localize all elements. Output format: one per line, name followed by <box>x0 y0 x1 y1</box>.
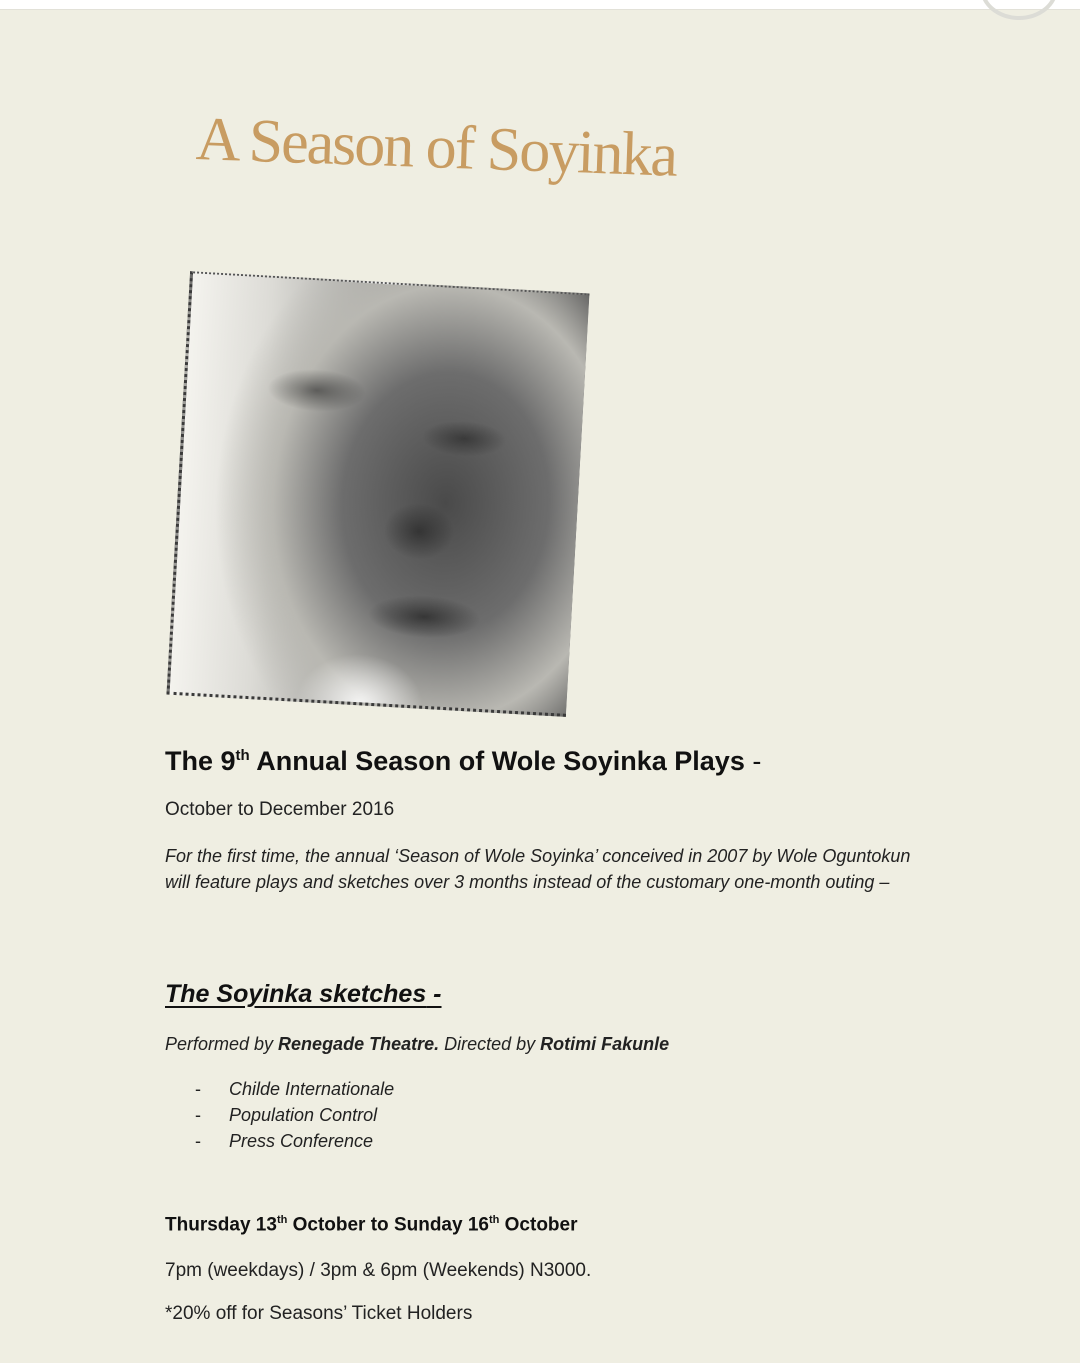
top-status-strip <box>0 0 1080 10</box>
list-item <box>195 1128 394 1154</box>
sketch-title: Press Conference <box>229 1131 374 1151</box>
corner-ring-icon <box>980 0 1058 20</box>
list-item <box>195 1076 394 1102</box>
section-title-text: The Soyinka sketches <box>165 980 427 1008</box>
heading-ordinal: th <box>235 747 250 764</box>
director-name: Rotimi Fakunle <box>540 1034 670 1054</box>
performed-by-line <box>165 1034 669 1055</box>
season-description: For the first time, the annual ‘Season of Wole Soyinka’ conceived in 2007 by Wole Oguntokun will feature plays and sketches over 3 months instead of the customary one-month outing – <box>165 846 911 892</box>
directed-prefix: Directed by <box>439 1034 541 1054</box>
sketch-title: Population Control <box>229 1105 378 1125</box>
portrait-frame <box>166 271 589 717</box>
heading-text: The 9 <box>165 746 236 776</box>
discount-note: *20% off for Seasons’ Ticket Holders <box>165 1303 473 1324</box>
date-start: Thursday 13 <box>165 1214 277 1236</box>
bullet-dash: - <box>195 1105 201 1125</box>
date-ordinal: th <box>276 1214 288 1226</box>
section-title <box>165 980 442 1009</box>
date-end: October <box>499 1214 578 1236</box>
performance-dates <box>165 1214 578 1236</box>
show-times-price: 7pm (weekdays) / 3pm & 6pm (Weekends) N3000. <box>165 1260 592 1281</box>
heading-dash: - <box>744 746 762 776</box>
poster-title: A Season of Soyinka <box>194 105 678 190</box>
theatre-company: Renegade Theatre. <box>278 1034 440 1054</box>
heading-text-rest: Annual Season of Wole Soyinka Plays <box>249 746 745 776</box>
date-middle: October to Sunday 16 <box>287 1214 489 1236</box>
list-item <box>195 1102 394 1128</box>
portrait-image <box>166 271 589 717</box>
section-title-dash: - <box>426 980 442 1008</box>
sketch-title: Childe Internationale <box>229 1079 395 1099</box>
bullet-dash: - <box>195 1131 201 1151</box>
date-ordinal: th <box>488 1214 500 1226</box>
performed-prefix: Performed by <box>165 1034 279 1054</box>
sketch-list <box>195 1076 394 1154</box>
bullet-dash: - <box>195 1079 201 1099</box>
season-dates: October to December 2016 <box>165 799 395 820</box>
event-heading <box>165 746 761 777</box>
